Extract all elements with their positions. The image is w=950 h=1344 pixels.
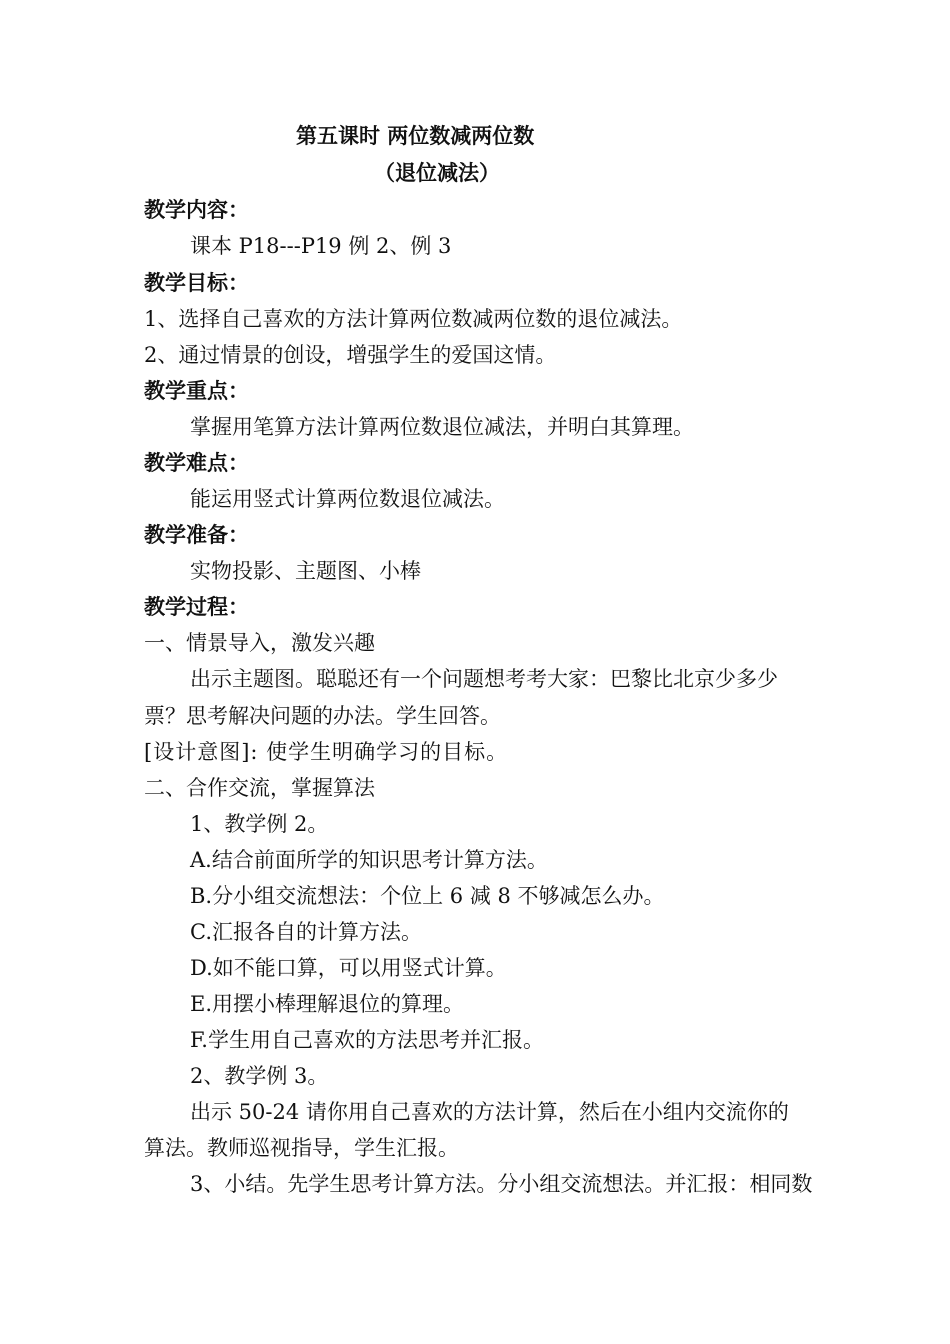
example3-line-2: 算法。教师巡视指导，学生汇报。	[144, 1136, 459, 1160]
example2-item-c: C.汇报各自的计算方法。	[190, 920, 422, 944]
goals-heading: 教学目标：	[144, 271, 249, 295]
difficulty-text: 能运用竖式计算两位数退位减法。	[190, 487, 505, 511]
focus-text: 掌握用笔算方法计算两位数退位减法，并明白其算理。	[190, 415, 694, 439]
step2-title: 二、合作交流，掌握算法	[144, 776, 375, 800]
example3-line-1: 出示 50-24 请你用自己喜欢的方法计算，然后在小组内交流你的	[190, 1100, 789, 1124]
example2-item-f: F.学生用自己喜欢的方法思考并汇报。	[190, 1028, 544, 1052]
example3-title: 2、教学例 3。	[190, 1064, 329, 1088]
example2-item-b: B.分小组交流想法：个位上 6 减 8 不够减怎么办。	[190, 884, 665, 908]
process-heading: 教学过程：	[144, 595, 249, 619]
difficulty-heading: 教学难点：	[144, 451, 249, 475]
prep-text: 实物投影、主题图、小棒	[190, 559, 421, 583]
step1-title: 一、情景导入，激发兴趣	[144, 631, 375, 655]
page-title: 第五课时 两位数减两位数	[296, 123, 535, 148]
goal-2: 2、通过情景的创设，增强学生的爱国这情。	[144, 343, 557, 367]
example2-item-e: E.用摆小棒理解退位的算理。	[190, 992, 465, 1016]
example2-item-a: A.结合前面所学的知识思考计算方法。	[190, 848, 548, 872]
step1-line-1: 出示主题图。聪聪还有一个问题想考考大家：巴黎比北京少多少	[190, 667, 778, 691]
prep-heading: 教学准备：	[144, 523, 249, 547]
goal-1: 1、选择自己喜欢的方法计算两位数减两位数的退位减法。	[144, 307, 683, 331]
focus-heading: 教学重点：	[144, 379, 249, 403]
content-text: 课本 P18---P19 例 2、例 3	[190, 234, 452, 258]
design-note: [设计意图]: 使学生明确学习的目标。	[144, 740, 509, 764]
summary-line: 3、小结。先学生思考计算方法。分小组交流想法。并汇报：相同数	[190, 1172, 813, 1196]
example2-item-d: D.如不能口算，可以用竖式计算。	[190, 956, 507, 980]
page-subtitle: （退位减法）	[374, 160, 500, 185]
step1-line-2: 票？思考解决问题的办法。学生回答。	[144, 704, 501, 728]
content-heading: 教学内容：	[144, 198, 249, 222]
example2-title: 1、教学例 2。	[190, 812, 329, 836]
